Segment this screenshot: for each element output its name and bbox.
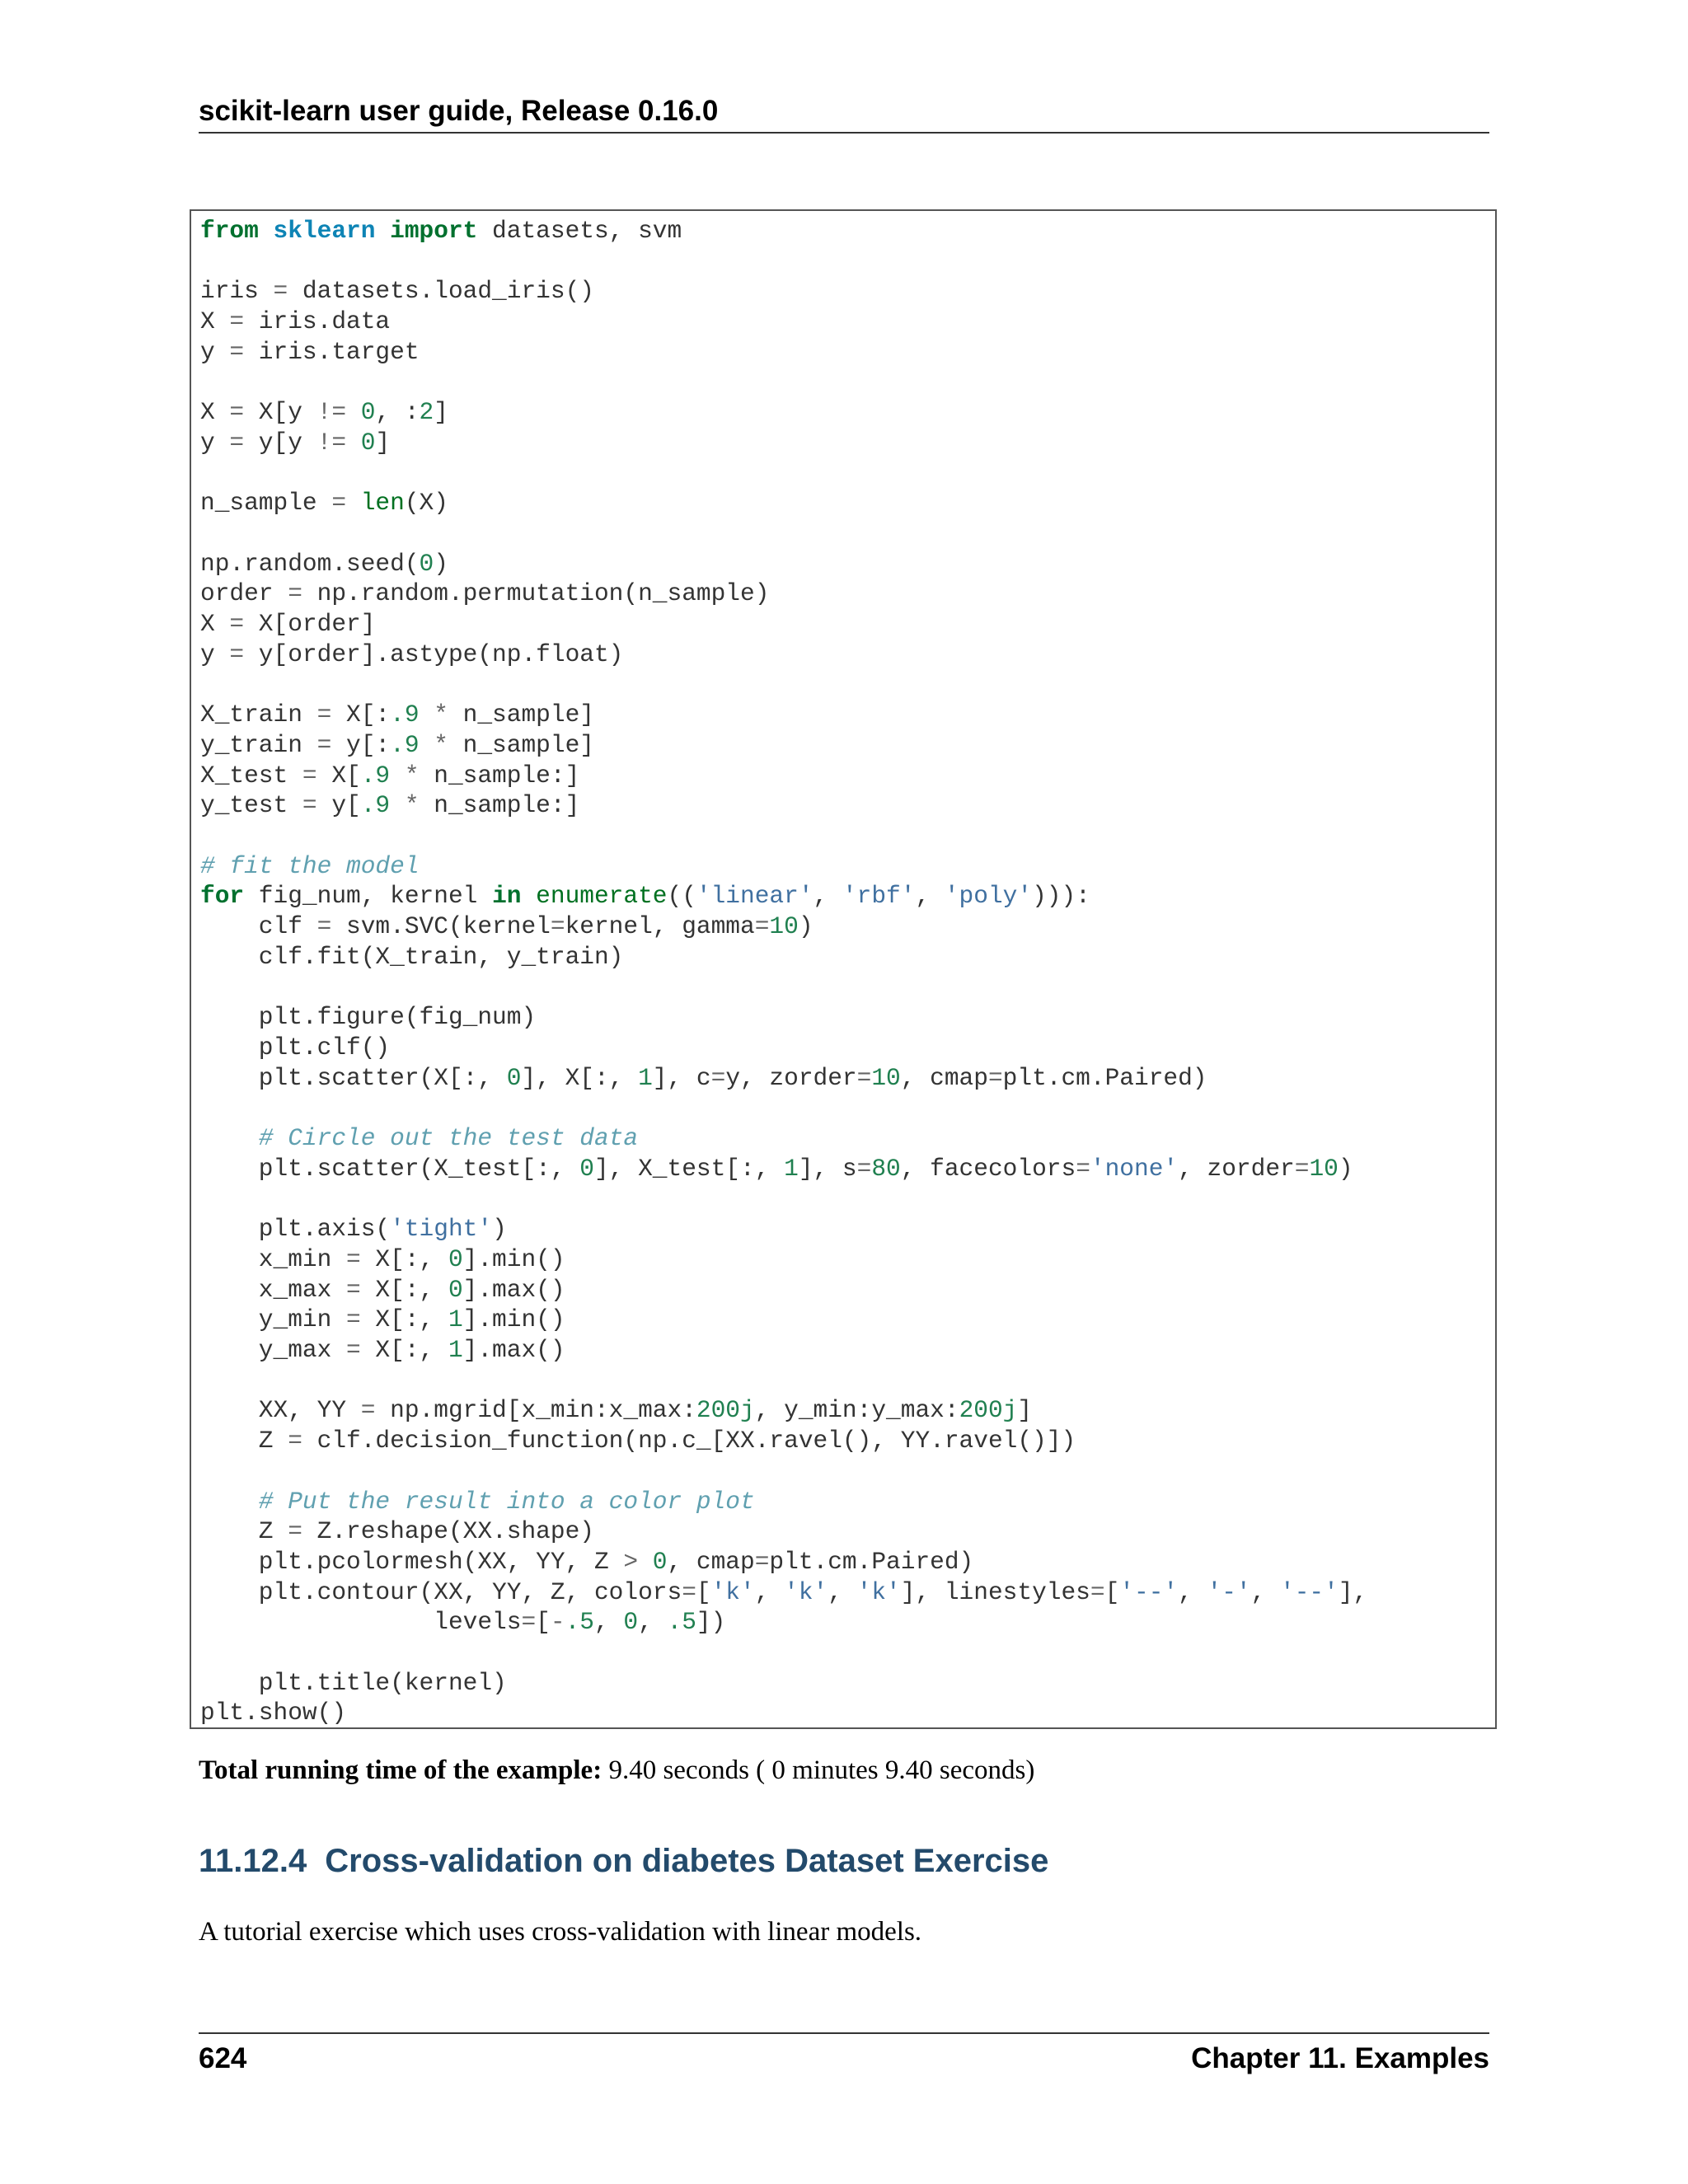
code-token: ] [1017, 1396, 1033, 1425]
code-line [200, 791, 579, 819]
code-token: = [987, 1063, 1003, 1092]
code-token: ) [434, 549, 448, 578]
code-token: , [754, 1577, 785, 1606]
code-token: x_min [200, 1244, 347, 1273]
code-token: plt.pcolormesh(XX, YY, Z [200, 1547, 624, 1576]
code-token: , cmap [900, 1063, 988, 1092]
code-token: X [200, 307, 230, 336]
code-token: .5 [667, 1608, 696, 1637]
code-token: ].max() [462, 1336, 565, 1365]
code-token: X_test [200, 761, 302, 790]
code-token: 0 [579, 1154, 594, 1183]
code-token: plt.cm.Paired) [1002, 1063, 1207, 1092]
code-token: n_sample:] [419, 761, 580, 790]
code-line [200, 1094, 215, 1122]
code-token: 2 [419, 398, 434, 427]
code-line [200, 1305, 565, 1333]
code-token: = [754, 912, 770, 941]
code-token: iris.data [244, 307, 391, 336]
code-token [390, 762, 405, 790]
code-token: = [288, 1427, 302, 1455]
code-token: X [200, 398, 230, 427]
code-token: np.random.permutation(n_sample) [302, 579, 770, 608]
code-token: Z.reshape(XX.shape) [302, 1517, 594, 1546]
page-number: 624 [199, 2042, 247, 2074]
running-time-value: 9.40 seconds ( 0 minutes 9.40 seconds) [608, 1755, 1035, 1785]
code-token: levels [200, 1608, 522, 1637]
code-token: sklearn [273, 217, 376, 245]
code-token: = [1090, 1577, 1105, 1606]
code-token: '--' [1280, 1577, 1339, 1606]
code-token: = [229, 428, 245, 457]
code-token: = [229, 398, 245, 427]
code-token [346, 398, 361, 426]
code-token: = [229, 610, 245, 639]
code-token: np.mgrid[x_min:x_max: [375, 1396, 696, 1425]
code-token: svm.SVC(kernel [331, 912, 551, 941]
code-line [200, 247, 215, 275]
code-line [200, 671, 215, 699]
code-token: plt.axis( [200, 1215, 391, 1244]
code-token: ], X[:, [521, 1063, 639, 1092]
code-token: n_sample] [448, 701, 594, 729]
code-token: = [229, 337, 245, 366]
code-token: = [346, 1305, 361, 1334]
chapter-label: Chapter 11. Examples [1191, 2042, 1489, 2074]
code-token: , [593, 1608, 624, 1637]
code-token [200, 1124, 259, 1152]
code-token [259, 217, 274, 245]
code-line [200, 1488, 755, 1516]
code-block [190, 209, 1497, 1729]
code-line [200, 822, 215, 850]
code-token: ].min() [462, 1305, 565, 1334]
code-token: plt.scatter(X[:, [200, 1063, 507, 1092]
code-token: = [302, 791, 317, 820]
code-token: from [200, 217, 259, 245]
page-footer [199, 2032, 1489, 2074]
code-token: ].min() [462, 1244, 565, 1273]
code-token: , : [375, 398, 420, 427]
code-token: enumerate [536, 882, 668, 911]
code-token: y_train [200, 730, 317, 759]
code-token: fig_num, kernel [244, 882, 493, 911]
code-line [200, 1548, 973, 1576]
code-line [200, 973, 215, 1001]
code-line [200, 1215, 507, 1243]
code-token: != [316, 428, 347, 457]
code-token: plt.figure(fig_num) [200, 1003, 537, 1032]
code-token: != [316, 398, 347, 427]
code-token: > [623, 1547, 639, 1576]
code-line [200, 1064, 1207, 1092]
code-token: plt.title(kernel) [200, 1668, 507, 1697]
code-token: # Put the result into a color plot [258, 1487, 755, 1516]
code-token: = [346, 1275, 361, 1304]
code-token: (X) [404, 489, 448, 518]
code-token: datasets.load_iris() [288, 277, 594, 306]
code-token: 10 [1309, 1154, 1339, 1183]
code-token: datasets, svm [477, 217, 682, 245]
section-heading [199, 1839, 1048, 1883]
code-line [200, 762, 579, 790]
code-token [521, 882, 536, 910]
code-token: X_train [200, 701, 317, 729]
code-token: X[:, [360, 1336, 448, 1365]
code-line [200, 519, 215, 547]
code-token: y[y [244, 428, 317, 457]
code-token: 0 [419, 549, 434, 578]
code-token: 'none' [1090, 1154, 1179, 1183]
code-line [200, 550, 448, 578]
code-token: = [302, 761, 317, 790]
code-token: X[order] [244, 610, 376, 639]
code-listing [200, 216, 1367, 1728]
code-token: , [1178, 1577, 1207, 1606]
code-token: .9 [360, 761, 391, 790]
code-token: ) [798, 912, 814, 941]
code-token: (( [667, 882, 696, 911]
code-line [200, 1366, 215, 1394]
code-token: = [346, 1336, 361, 1365]
code-token: ], s [798, 1154, 857, 1183]
code-line [200, 217, 682, 245]
code-token: 1 [448, 1336, 463, 1365]
code-line [200, 398, 448, 426]
code-line [200, 1699, 346, 1727]
code-token: = [550, 912, 565, 941]
code-token: # Circle out the test data [258, 1124, 639, 1153]
code-line [200, 429, 390, 457]
code-token: 'k' [784, 1577, 828, 1606]
code-token: plt.cm.Paired) [769, 1547, 974, 1576]
code-line [200, 1185, 215, 1213]
code-token: [ [696, 1577, 711, 1606]
code-token: '-' [1207, 1577, 1251, 1606]
code-token: import [390, 217, 478, 245]
code-line [200, 1033, 390, 1062]
code-token [346, 429, 361, 457]
code-token: ) [492, 1215, 507, 1244]
code-token: y[order].astype(np.float) [244, 640, 624, 668]
code-line [200, 610, 375, 638]
code-token: ].max() [462, 1275, 565, 1304]
code-token: ] [375, 428, 391, 457]
code-token: = [856, 1063, 872, 1092]
code-line [200, 1396, 1032, 1424]
code-token [420, 701, 434, 729]
code-line [200, 1608, 725, 1636]
code-token: n_sample] [448, 730, 594, 759]
code-token: X[:, [360, 1275, 448, 1304]
code-token: y [200, 640, 230, 668]
code-token: [ [1104, 1577, 1120, 1606]
code-token: , y_min:y_max: [754, 1396, 959, 1425]
code-line [200, 731, 594, 759]
code-token: = [754, 1547, 770, 1576]
code-token [420, 731, 434, 759]
code-token: order [200, 579, 288, 608]
code-line [200, 1003, 536, 1031]
code-token: ) [1338, 1154, 1353, 1183]
code-token: , [813, 882, 842, 911]
section-description: A tutorial exercise which uses cross-validation with linear models. [199, 1917, 922, 1947]
code-token: 'k' [856, 1577, 901, 1606]
code-line [200, 1276, 565, 1304]
code-line [200, 943, 623, 971]
code-token: = [229, 640, 245, 668]
code-token: , [828, 1577, 857, 1606]
code-token: y[: [331, 730, 391, 759]
code-token: plt.scatter(X_test[:, [200, 1154, 580, 1183]
code-token: n_sample [200, 489, 332, 518]
code-token: y_min [200, 1305, 347, 1334]
code-token: = [346, 1244, 361, 1273]
code-token: = [288, 579, 302, 608]
code-token: , zorder [1178, 1154, 1295, 1183]
code-token: Z [200, 1427, 288, 1455]
code-token: X [200, 610, 230, 639]
code-token: , facecolors [900, 1154, 1076, 1183]
code-token: clf.decision_function(np.c_[XX.ravel(), YY.ravel()]) [302, 1427, 1076, 1455]
code-token: 'k' [710, 1577, 755, 1606]
code-line [200, 1427, 1076, 1455]
code-token: clf.fit(X_train, y_train) [200, 942, 624, 971]
code-token: 1 [784, 1154, 799, 1183]
code-line [200, 579, 769, 607]
code-token: - [550, 1608, 565, 1637]
code-token: y, zorder [725, 1063, 857, 1092]
code-token: .5 [565, 1608, 594, 1637]
code-line [200, 338, 420, 366]
code-line [200, 489, 448, 517]
code-token: '--' [1119, 1577, 1179, 1606]
code-token: = [521, 1608, 537, 1637]
code-token: 0 [652, 1547, 668, 1576]
code-token: .9 [360, 791, 391, 820]
code-token: 200j [959, 1396, 1018, 1425]
code-line [200, 1517, 594, 1545]
code-token: 0 [360, 428, 376, 457]
code-token [638, 1548, 653, 1576]
code-token: = [316, 701, 332, 729]
code-token: , [915, 882, 945, 911]
code-token: ], c [652, 1063, 711, 1092]
code-token: 1 [448, 1305, 463, 1334]
code-line [200, 852, 420, 880]
code-line [200, 882, 1090, 910]
code-token: np.random.seed( [200, 549, 420, 578]
code-token [375, 217, 390, 245]
code-line [200, 1638, 215, 1666]
code-token: = [856, 1154, 872, 1183]
code-token: 10 [769, 912, 799, 941]
section-title: Cross-validation on diabetes Dataset Exercise [325, 1843, 1049, 1879]
code-line [200, 368, 215, 396]
code-token: , [638, 1608, 668, 1637]
code-token: = [331, 489, 347, 518]
code-token: Z [200, 1517, 288, 1546]
code-token: = [316, 912, 332, 941]
code-token: n_sample:] [419, 791, 580, 820]
code-token: len [360, 489, 405, 518]
code-token [390, 791, 405, 819]
code-line [200, 307, 390, 335]
code-line [200, 277, 594, 305]
code-token: ], linestyles [900, 1577, 1090, 1606]
code-line [200, 1155, 1353, 1183]
code-line [200, 640, 623, 668]
code-token: ))): [1032, 882, 1090, 911]
code-token: y [200, 428, 230, 457]
code-token: * [434, 730, 448, 759]
code-token: 'poly' [944, 882, 1033, 911]
code-token: , cmap [667, 1547, 755, 1576]
code-token: = [682, 1577, 696, 1606]
code-token: = [229, 307, 245, 336]
code-token: y [200, 337, 230, 366]
code-line [200, 1124, 638, 1152]
code-token: 0 [448, 1275, 463, 1304]
code-token: = [1076, 1154, 1090, 1183]
code-token: = [710, 1063, 726, 1092]
code-token: iris [200, 277, 274, 306]
code-token: * [434, 701, 448, 729]
code-token: = [1294, 1154, 1310, 1183]
code-token: 'rbf' [842, 882, 916, 911]
code-token: # fit the model [200, 851, 420, 880]
code-token: X[y [244, 398, 317, 427]
code-line [200, 459, 215, 487]
running-header [199, 92, 1489, 134]
code-token: 'tight' [390, 1215, 493, 1244]
code-token: kernel, gamma [565, 912, 755, 941]
code-token: X[ [316, 761, 361, 790]
code-token: clf [200, 912, 317, 941]
code-token: 0 [506, 1063, 522, 1092]
code-token: X[:, [360, 1244, 448, 1273]
running-time [199, 1754, 1034, 1787]
code-token: 0 [360, 398, 376, 427]
code-token: x_max [200, 1275, 347, 1304]
code-token: = [288, 1517, 302, 1546]
code-token [346, 489, 361, 517]
code-line [200, 1669, 507, 1697]
section-number: 11.12.4 [199, 1843, 307, 1879]
code-token: 10 [871, 1063, 901, 1092]
code-token [200, 1488, 259, 1516]
code-token: in [492, 882, 522, 911]
code-token: XX, YY [200, 1396, 361, 1425]
code-token: 'linear' [696, 882, 814, 911]
code-line [200, 701, 594, 729]
code-token: X[: [331, 701, 391, 729]
code-token: , [1250, 1577, 1281, 1606]
code-token: * [404, 761, 420, 790]
code-token: = [273, 277, 288, 306]
code-line [200, 1578, 1367, 1606]
code-token: .9 [390, 730, 420, 759]
code-token: ], X_test[:, [593, 1154, 785, 1183]
code-token: .9 [390, 701, 420, 729]
code-token: X[:, [360, 1305, 448, 1334]
code-line [200, 1245, 565, 1273]
code-token: plt.clf() [200, 1033, 391, 1062]
code-token: 80 [871, 1154, 901, 1183]
code-token: y_max [200, 1336, 347, 1365]
code-token: plt.contour(XX, YY, Z, colors [200, 1577, 682, 1606]
code-line [200, 912, 814, 940]
code-token: = [316, 730, 332, 759]
code-token: ], [1338, 1577, 1368, 1606]
code-line [200, 1457, 215, 1485]
code-token: 200j [696, 1396, 755, 1425]
code-token: [ [536, 1608, 551, 1637]
code-token: 0 [623, 1608, 639, 1637]
code-token: y_test [200, 791, 302, 820]
code-token: 0 [448, 1244, 463, 1273]
code-token: ] [434, 398, 448, 427]
code-token: ]) [696, 1608, 726, 1637]
code-token: plt.show() [200, 1699, 347, 1727]
code-token: = [360, 1396, 376, 1425]
header-title: scikit-learn user guide, Release 0.16.0 [199, 95, 719, 127]
code-token: for [200, 882, 245, 911]
code-token: y[ [316, 791, 361, 820]
code-token: 1 [638, 1063, 653, 1092]
code-line [200, 1336, 565, 1364]
code-token: iris.target [244, 337, 420, 366]
running-time-label: Total running time of the example: [199, 1755, 603, 1785]
code-token: * [404, 791, 420, 820]
